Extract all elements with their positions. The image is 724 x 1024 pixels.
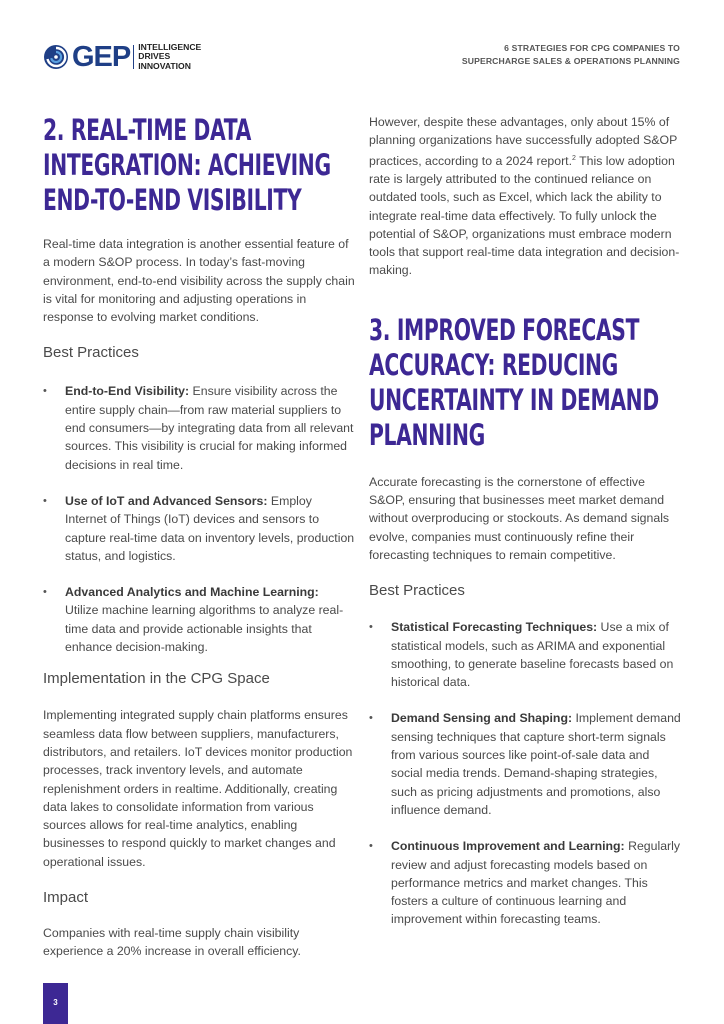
bullet-label: Continuous Improvement and Learning:	[391, 839, 625, 854]
heading-line: INTEGRATION: ACHIEVING	[43, 148, 331, 182]
heading-line: END-TO-END VISIBILITY	[43, 183, 302, 217]
bullet-label: Advanced Analytics and Machine Learning:	[65, 585, 319, 600]
list-item	[369, 709, 683, 819]
bullet-text: Ensure visibility across the entire supply chain—from raw material suppliers to end consumers—by integrating data from all relevant sources. This visibility is crucial for making informed decisions in real time.	[65, 384, 354, 472]
bullet-text: Regularly review and adjust forecasting models based on performance metrics and market changes. This fosters a culture of continuous learning and improvement within forecasting teams.	[391, 839, 681, 927]
document-title-line-1: 6 STRATEGIES FOR CPG COMPANIES TO	[504, 43, 680, 53]
list-item	[43, 492, 355, 565]
list-item	[43, 583, 355, 656]
best-practices-list	[369, 618, 683, 928]
bullet-text: Employ Internet of Things (IoT) devices and sensors to capture real-time data on inventory levels, production status, and logistics.	[65, 493, 355, 563]
tagline-line-1: INTELLIGENCE	[138, 41, 202, 52]
tagline-line-3: INNOVATION	[138, 60, 191, 71]
continued-text-part-1: However, despite these advantages, only about 15% of planning organizations have successfully adopted S&OP practices, according to a 2024 report.	[369, 115, 678, 168]
logo-wordmark: GEP	[72, 41, 131, 73]
heading-line: 3. IMPROVED FORECAST	[369, 312, 640, 347]
right-column	[369, 113, 683, 929]
heading-line: ACCURACY: REDUCING	[369, 347, 618, 382]
bullet-label: Demand Sensing and Shaping:	[391, 711, 573, 726]
document-title	[462, 42, 680, 68]
best-practices-list	[43, 382, 355, 656]
continued-paragraph	[369, 113, 683, 280]
logo-tagline	[138, 43, 201, 71]
gep-logo	[43, 42, 201, 72]
bullet-text: Utilize machine learning algorithms to analyze real-time data and provide actionable insights that enhance decision-making.	[65, 603, 344, 655]
heading-line: 2. REAL-TIME DATA	[43, 113, 252, 147]
section-3-heading	[369, 313, 681, 453]
document-title-line-2: SUPERCHARGE SALES & OPERATIONS PLANNING	[461, 56, 680, 66]
page-number: 3	[53, 998, 58, 1007]
section-2-intro: Real-time data integration is another essential feature of a modern S&OP process. In today’s fast-moving environment, end-to-end visibility across the supply chain is vital for monitoring and adjusting operations in response to evolving market conditions.	[43, 237, 355, 325]
page-number-tab	[43, 983, 68, 1024]
footnote-reference: 2	[572, 154, 576, 162]
best-practices-title: Best Practices	[43, 344, 139, 362]
bullet-text: Implement demand sensing techniques that capture short-term signals from various sources like point-of-sale data and social media trends. Demand-shaping strategies, such as pricing adjustments and promotions, also influence demand.	[391, 711, 681, 817]
gep-swirl-icon	[43, 44, 69, 70]
heading-line: UNCERTAINTY IN DEMAND	[369, 382, 659, 417]
list-item	[369, 618, 683, 691]
section-3-intro: Accurate forecasting is the cornerstone of effective S&OP, ensuring that businesses meet market demand without overproducing or stockouts. As demand signals evolve, companies must continuously refine their forecasting techniques to remain competitive.	[369, 474, 670, 562]
bullet-label: End-to-End Visibility:	[65, 384, 190, 399]
list-item	[43, 382, 355, 473]
left-column	[43, 113, 355, 961]
logo-divider	[133, 45, 134, 69]
bullet-label: Use of IoT and Advanced Sensors:	[65, 493, 268, 508]
implementation-title: Implementation in the CPG Space	[43, 670, 270, 688]
impact-text: Companies with real-time supply chain visibility experience a 20% increase in overall efficiency.	[43, 926, 301, 959]
impact-title: Impact	[43, 889, 89, 907]
bullet-label: Statistical Forecasting Techniques:	[391, 620, 598, 635]
heading-line: PLANNING	[369, 417, 485, 452]
list-item	[369, 837, 683, 928]
continued-text-part-2: This low adoption rate is largely attributed to the continued reliance on outdated tools, such as Excel, which lack the ability to integrate real-time data effectively. To fully unlock the potential of S&OP, organizations must embrace modern tools that support real-time data integration and decision-making.	[369, 153, 680, 278]
tagline-line-2: DRIVES	[138, 51, 171, 62]
section-2-heading	[43, 113, 353, 218]
best-practices-title: Best Practices	[369, 582, 465, 600]
implementation-text: Implementing integrated supply chain platforms ensures seamless data flow between suppliers, manufacturers, distributors, and retailers. IoT devices monitor production processes, track inventory levels, and automate replenishment orders in realtime. Additionally, creating data lakes to consolidate information from various sources allows for real-time analytics, enabling businesses to respond quickly to market changes and operational issues.	[43, 708, 353, 869]
bullet-text: Use a mix of statistical models, such as ARIMA and exponential smoothing, to generate baseline forecasts based on historical data.	[391, 620, 674, 690]
